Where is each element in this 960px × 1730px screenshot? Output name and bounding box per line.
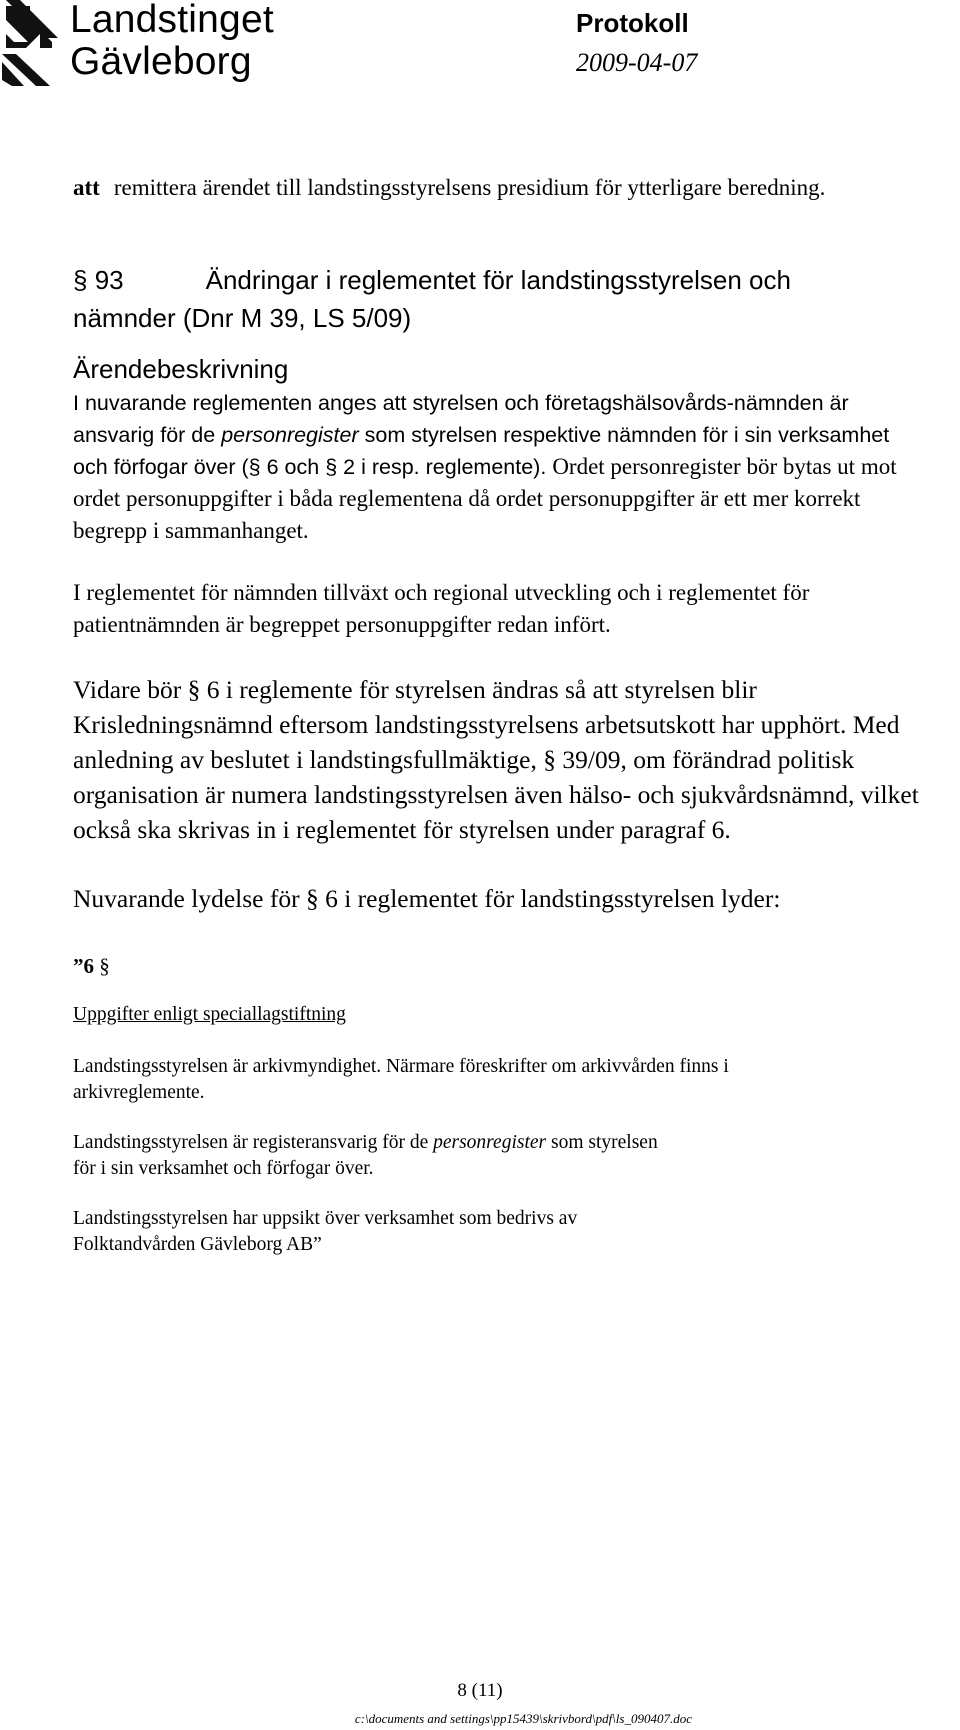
logo-text-line2: Gävleborg	[70, 40, 252, 83]
paragraph-1-italic: personregister	[221, 422, 359, 447]
section-title-line1: Ändringar i reglementet för landstingsstyrelsen och	[205, 264, 791, 295]
paragraph-1-symbol-1: §	[248, 454, 261, 479]
paragraph-3-symbol-1: §	[187, 674, 201, 704]
paragraph-1-text-c: 6 och	[266, 454, 320, 479]
document-type: Protokoll	[576, 8, 689, 38]
paragraph-1-symbol-2: §	[325, 454, 338, 479]
section-heading	[73, 261, 923, 337]
landstinget-logo-icon	[0, 0, 64, 86]
quote-heading: Uppgifter enligt speciallagstiftning	[73, 1004, 346, 1025]
paragraph-1-text-d: 2 i resp. reglemente).	[343, 454, 547, 479]
paragraph-3-text-c: 39/09, om förändrad politisk organisation är numera landstingsstyrelsen även hälso- och sjukvårdsnämnd, vilket också ska skrivas in i reglementet för styrelsen under paragraf 6.	[73, 744, 919, 844]
paragraph-1-text-a: I nuvarande reglementen anges att styrelsen och företagshälsovårds-nämnden är ansvarig för de	[73, 390, 849, 447]
paragraph-2: I reglementet för nämnden tillväxt och regional utveckling och i reglementet för patientnämnden är begreppet personuppgifter redan infört.	[73, 579, 810, 637]
quote-paragraph-2-text-a: Landstingsstyrelsen är registeransvarig för de	[73, 1132, 429, 1153]
quote-paragraph-2	[73, 1130, 923, 1182]
page-number: 8 (11)	[457, 1680, 503, 1701]
paragraph-4-symbol: §	[305, 883, 319, 913]
paragraph-3-text-a: Vidare bör	[73, 674, 182, 704]
quote-paragraph-1: Landstingsstyrelsen är arkivmyndighet. Närmare föreskrifter om arkivvården finns i arkivreglemente.	[73, 1056, 729, 1103]
paragraph-1	[73, 387, 923, 547]
quote-paragraph-3	[73, 1206, 923, 1258]
quote-paragraph-2-text-b: som styrelsen	[551, 1132, 658, 1153]
quote-paragraph-2-text-c: för i sin verksamhet och förfogar över.	[73, 1158, 374, 1179]
paragraph-3-symbol-2: §	[543, 744, 556, 774]
quote-section-number	[73, 950, 923, 983]
paragraph-3-text-b: 6 i reglemente för styrelsen ändras så att styrelsen blir Krisledningsnämnd eftersom landstingsstyrelsens arbetsutskott har upphört. Med anledning av beslutet i landstingsfullmäktige,	[73, 674, 900, 774]
paragraph-3	[73, 672, 923, 847]
quote-open: ”6	[73, 953, 94, 978]
decision-keyword: att	[73, 175, 100, 200]
quote-paragraph-2-italic: personregister	[433, 1132, 547, 1153]
quote-paragraph-3-text-a: Landstingsstyrelsen har uppsikt över verksamhet som bedrivs av	[73, 1208, 578, 1229]
section-symbol: §	[73, 264, 88, 295]
paragraph-4	[73, 881, 923, 916]
quote-paragraph-3-text-b: Folktandvården Gävleborg AB”	[73, 1234, 322, 1255]
quoted-regulation	[73, 950, 923, 1259]
file-path: c:\documents and settings\pp15439\skrivbord\pdf\ls_090407.doc	[354, 1711, 692, 1726]
organization-logo	[0, 0, 280, 92]
document-date: 2009-04-07	[576, 48, 698, 77]
case-description-heading: Ärendebeskrivning	[73, 353, 289, 384]
paragraph-1-text-b: som styrelsen respektive nämnden för i sin verksamhet och förfogar över (	[73, 422, 890, 479]
logo-text-line1: Landstinget	[70, 0, 274, 41]
decision-text: remittera ärendet till landstingsstyrelsens presidium för ytterligare beredning.	[113, 175, 826, 200]
section-number: 93	[94, 264, 124, 295]
paragraph-4-text-b: 6 i reglementet för landstingsstyrelsen lyder:	[325, 883, 781, 913]
quote-symbol: §	[99, 953, 110, 978]
document-body	[73, 172, 923, 1258]
section-title-line2: nämnder (Dnr M 39, LS 5/09)	[73, 302, 412, 333]
paragraph-1-text-e: Ordet personregister bör bytas ut mot ordet personuppgifter i båda reglementena då ordet personuppgifter är ett mer korrekt begrepp i sammanhanget.	[73, 453, 897, 543]
paragraph-4-text-a: Nuvarande lydelse för	[73, 883, 300, 913]
decision-paragraph	[73, 172, 923, 205]
